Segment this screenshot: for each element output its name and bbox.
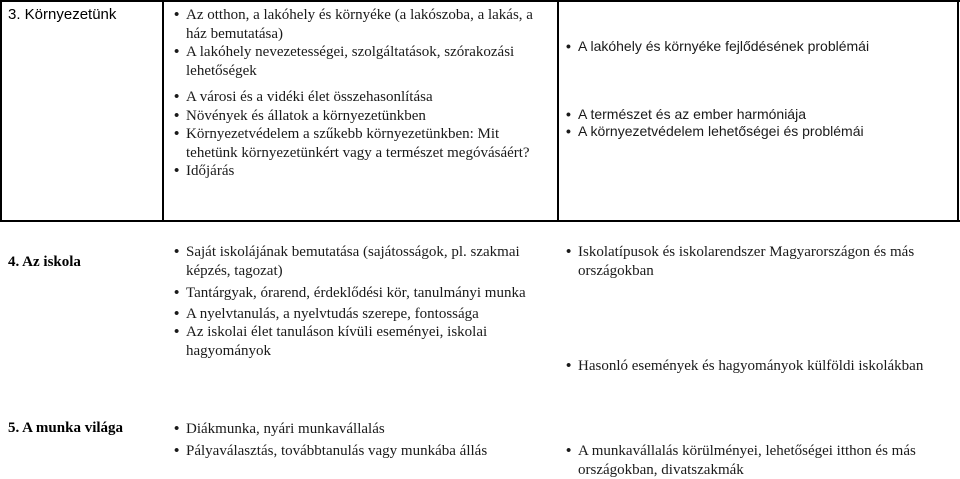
extension-list bbox=[564, 38, 954, 56]
row-divider bbox=[0, 220, 960, 222]
list-item: • Az otthon, a lakóhely és környéke (a lakószoba, a lakás, a ház bemutatása) bbox=[172, 6, 554, 43]
row-content bbox=[172, 6, 554, 181]
subtopic-list bbox=[172, 420, 554, 460]
list-item: • Időjárás bbox=[172, 162, 554, 181]
table-top-border bbox=[0, 0, 960, 2]
list-item: • A városi és a vidéki élet összehasonlítása bbox=[172, 88, 554, 107]
list-item: • Saját iskolájának bemutatása (sajátosságok, pl. szakmai képzés, tagozat) bbox=[172, 243, 554, 280]
list-item: • A lakóhely nevezetességei, szolgáltatások, szórakozási lehetőségek bbox=[172, 43, 554, 80]
list-item: • A munkavállalás körülményei, lehetőségei itthon és más országokban, divatszakmák bbox=[564, 442, 954, 479]
subtopic-list bbox=[172, 243, 554, 360]
column-divider bbox=[557, 0, 559, 221]
list-item: • Iskolatípusok és iskolarendszer Magyarországon és más országokban bbox=[564, 243, 954, 280]
list-item: • Pályaválasztás, továbbtanulás vagy munkába állás bbox=[172, 442, 554, 461]
row-extension bbox=[564, 442, 954, 479]
row-topic: 4. Az iskola bbox=[8, 254, 81, 270]
list-item: • A környezetvédelem lehetőségei és problémái bbox=[564, 123, 954, 141]
extension-list bbox=[564, 243, 954, 280]
list-item: • Az iskolai élet tanuláson kívüli eseményei, iskolai hagyományok bbox=[172, 323, 554, 360]
list-item: • Tantárgyak, órarend, érdeklődési kör, tanulmányi munka bbox=[172, 284, 554, 303]
list-item: • Diákmunka, nyári munkavállalás bbox=[172, 420, 554, 439]
list-item: • A lakóhely és környéke fejlődésének problémái bbox=[564, 38, 954, 56]
row-topic: 3. Környezetünk bbox=[8, 6, 117, 23]
row-extension bbox=[564, 38, 954, 141]
extension-list bbox=[564, 442, 954, 479]
row-content bbox=[172, 243, 554, 360]
row-extension bbox=[564, 243, 954, 376]
extension-list bbox=[564, 106, 954, 141]
extension-list bbox=[564, 357, 954, 376]
list-item: • A természet és az ember harmóniája bbox=[564, 106, 954, 124]
row-content bbox=[172, 420, 554, 460]
list-item: • A nyelvtanulás, a nyelvtudás szerepe, fontossága bbox=[172, 305, 554, 324]
subtopic-list bbox=[172, 88, 554, 181]
column-divider bbox=[162, 0, 164, 221]
table-right-border bbox=[957, 0, 959, 221]
table-left-border bbox=[0, 0, 2, 221]
subtopic-list bbox=[172, 6, 554, 80]
list-item: • Hasonló események és hagyományok külföldi iskolákban bbox=[564, 357, 954, 376]
row-topic: 5. A munka világa bbox=[8, 420, 124, 436]
list-item: • Növények és állatok a környezetünkben bbox=[172, 107, 554, 126]
list-item: • Környezetvédelem a szűkebb környezetünkben: Mit tehetünk környezetünkért vagy a természet megóvásáért? bbox=[172, 125, 554, 162]
